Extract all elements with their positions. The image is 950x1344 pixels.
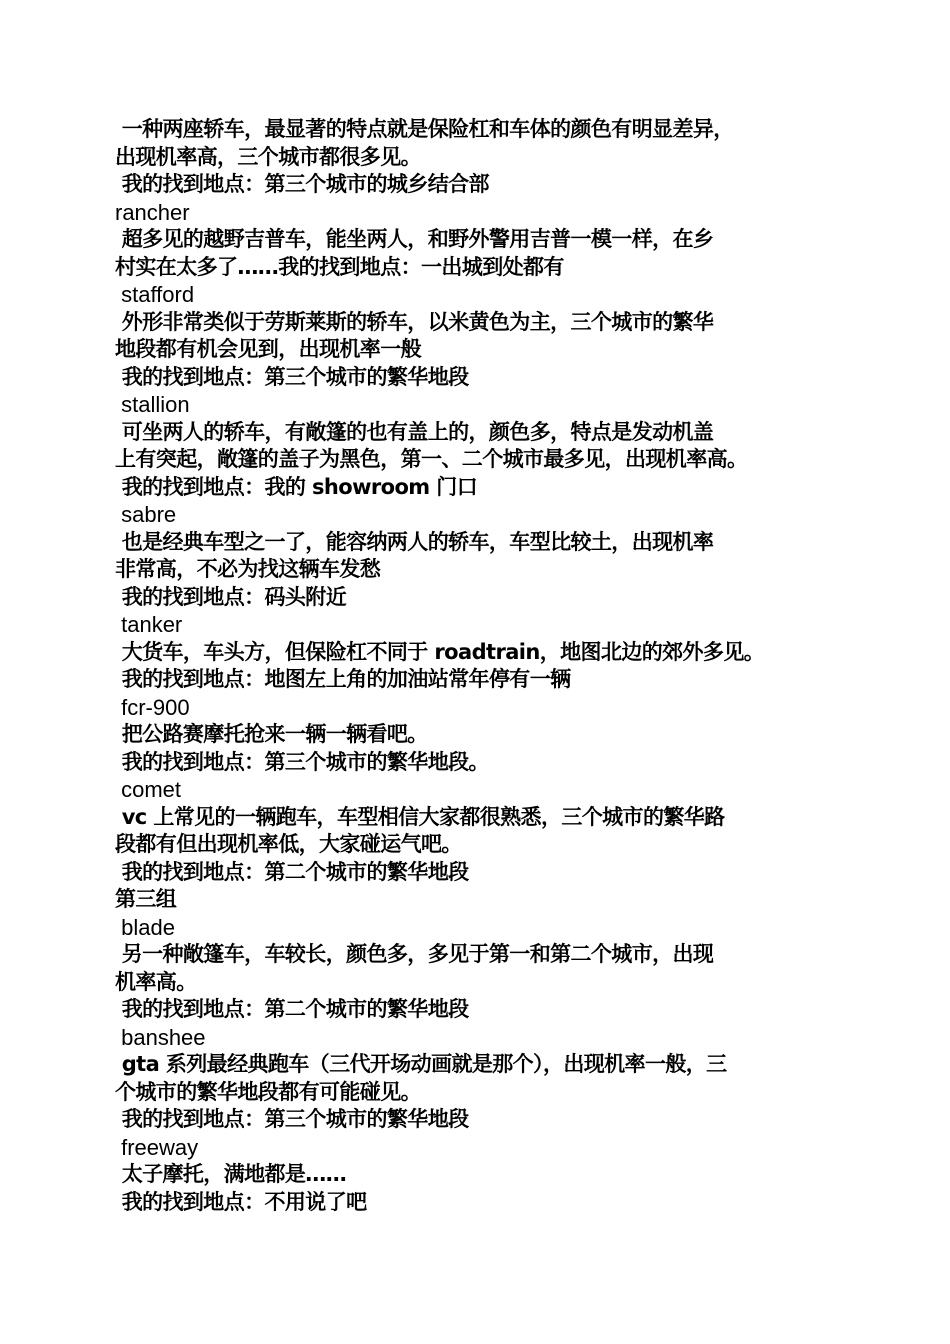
vehicle-name: freeway bbox=[115, 1134, 199, 1160]
text-line: 超多见的越野吉普车，能坐两人，和野外警用吉普一模一样，在乡 bbox=[115, 227, 714, 251]
text-line: 我的找到地点：第三个城市的繁华地段 bbox=[115, 364, 469, 389]
text-line: 太子摩托，满地都是…… bbox=[115, 1162, 347, 1186]
text-line: 我的找到地点：码头附近 bbox=[115, 584, 347, 609]
text-line: 我的找到地点：不用说了吧 bbox=[115, 1189, 367, 1214]
text-line: 我的找到地点：第二个城市的繁华地段 bbox=[115, 859, 469, 884]
text-line: 非常高，不必为找这辆车发愁 bbox=[115, 557, 381, 581]
vehicle-name: stallion bbox=[115, 392, 190, 417]
text-line: vc 上常见的一辆跑车，车型相信大家都很熟悉，三个城市的繁华路 bbox=[115, 804, 725, 829]
text-line: 我的找到地点：第三个城市的城乡结合部 bbox=[115, 172, 489, 196]
text-line: 村实在太多了……我的找到地点：一出城到处都有 bbox=[115, 254, 564, 279]
text-line: 地段都有机会见到，出现机率一般 bbox=[115, 337, 421, 361]
text-line: 个城市的繁华地段都有可能碰见。 bbox=[115, 1079, 421, 1104]
text-line: 把公路赛摩托抢来一辆一辆看吧。 bbox=[115, 722, 428, 746]
text-line: 出现机率高，三个城市都很多见。 bbox=[115, 144, 421, 169]
text-line: 机率高。 bbox=[115, 969, 197, 994]
text-line: 另一种敞篷车，车较长，颜色多，多见于第一和第二个城市，出现 bbox=[115, 942, 714, 966]
text-line: 外形非常类似于劳斯莱斯的轿车，以米黄色为主，三个城市的繁华 bbox=[115, 309, 714, 334]
text-line: 我的找到地点：第三个城市的繁华地段 bbox=[115, 1107, 469, 1131]
vehicle-name: banshee bbox=[115, 1024, 206, 1050]
text-line: 我的找到地点：我的 showroom 门口 bbox=[115, 474, 478, 499]
text-line: 大货车，车头方，但保险杠不同于 roadtrain，地图北边的郊外多见。 bbox=[115, 639, 765, 664]
vehicle-name: rancher bbox=[115, 199, 190, 225]
text-line: 可坐两人的轿车，有敞篷的也有盖上的，颜色多，特点是发动机盖 bbox=[115, 419, 714, 444]
text-line: 上有突起，敞篷的盖子为黑色，第一、二个城市最多见，出现机率高。 bbox=[115, 447, 748, 471]
text-line: gta 系列最经典跑车（三代开场动画就是那个），出现机率一般，三 bbox=[115, 1052, 727, 1076]
section-heading: 第三组 bbox=[115, 887, 177, 911]
text-line: 段都有但出现机率低，大家碰运气吧。 bbox=[115, 832, 462, 856]
text-line: 我的找到地点：第二个城市的繁华地段 bbox=[115, 997, 469, 1021]
vehicle-name: tanker bbox=[115, 612, 183, 637]
text-line: 也是经典车型之一了，能容纳两人的轿车，车型比较土，出现机率 bbox=[115, 529, 714, 554]
vehicle-name: fcr-900 bbox=[115, 694, 190, 720]
vehicle-name: stafford bbox=[115, 282, 195, 307]
text-line: 我的找到地点：第三个城市的繁华地段。 bbox=[115, 749, 489, 774]
text-line: 我的找到地点：地图左上角的加油站常年停有一辆 bbox=[115, 667, 571, 691]
vehicle-name: blade bbox=[115, 914, 175, 940]
vehicle-name: sabre bbox=[115, 502, 177, 527]
text-line: 一种两座轿车，最显著的特点就是保险杠和车体的颜色有明显差异， bbox=[115, 117, 734, 141]
document-body bbox=[115, 116, 845, 1216]
vehicle-name: comet bbox=[115, 777, 182, 802]
